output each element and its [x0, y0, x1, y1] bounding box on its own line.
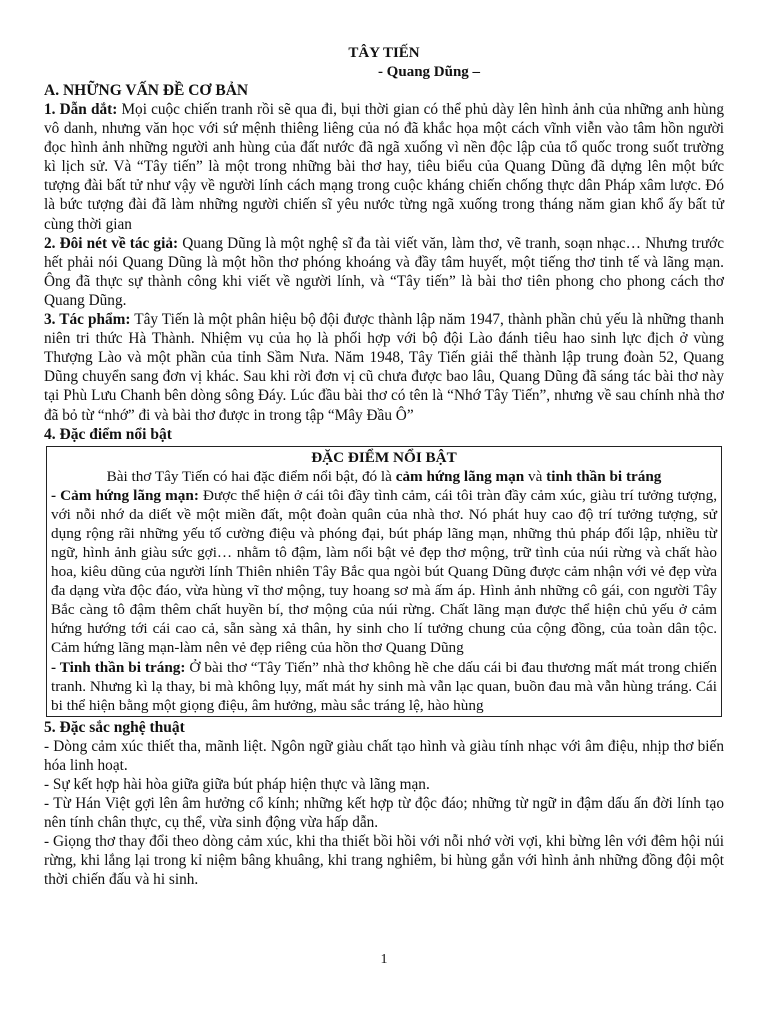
- box-paragraph-tragic-text: Ở bài thơ “Tây Tiến” nhà thơ không hề che dấu cái bi đau thương mất mát trong chiến tranh. Nhưng kì lạ thay, bi mà không lụy, mất mát hy sinh mà vẫn lạc quan, buồn đau mà vẫn hùng tráng. Cái bi thể hiện bằng một giọng điệu, âm hưởng, màu sắc tráng lệ, hào hùng: [51, 658, 718, 714]
- section-2-paragraph: [44, 234, 724, 310]
- box-paragraph-tragic-label: - Tinh thần bi tráng:: [51, 658, 186, 676]
- section-2-text: Quang Dũng là một nghệ sĩ đa tài viết văn, làm thơ, vẽ tranh, soạn nhạc… Nhưng trước hết phải nói Quang Dũng là một hồn thơ phóng khoáng và đầy tâm huyết, một tiếng thơ tinh tế và lãng mạn. Ông đã thực sự thành công khi viết về người lính, và “Tây tiến” là bài thơ tiên phong cho phong cách thơ Quang Dũng.: [44, 234, 724, 309]
- box-intro-bold-1: cảm hứng lãng mạn: [395, 467, 525, 485]
- section-5-item: - Dòng cảm xúc thiết tha, mãnh liệt. Ngôn ngữ giàu chất tạo hình và giàu tính nhạc với âm điệu, nhịp thơ biến hóa linh hoạt.: [44, 737, 724, 774]
- box-paragraph-romantic-text: Được thể hiện ở cái tôi đầy tình cảm, cái tôi tràn đầy cảm xúc, giàu trí tưởng tượng, với nỗi nhớ da diết về một miền đất, một đoàn quân của nhà thơ. Nó phát huy cao độ trí tưởng tượng, sử dụng rộng rãi những yếu tố cường điệu và phóng đại, bút pháp lãng mạn, những thủ pháp đối lập, nhiều từ ngữ, hình ảnh giàu sức gợi… nhằm tô đậm, làm nổi bật vẻ đẹp thơ mộng, trữ tình của núi rừng và chất hào hoa, kiêu dũng của người lính Thiên nhiên Tây Bắc qua ngòi bút Quang Dũng được cảm nhận với vẻ đẹp vừa đa dạng vừa độc đáo, vừa hùng vĩ thơ mộng, tuy hoang sơ mà ấm áp. Hình ảnh những cô gái, con người Tây Bắc càng tô đậm thêm chất huyền bí, thơ mộng của núi rừng. Chất lãng mạn được thể hiện chủ yếu ở cảm hứng hướng tới cái cao cả, sẵn sàng xả thân, hy sinh cho lí tưởng chung của cộng đồng, của toàn dân tộc. Cảm hứng lãng mạn-làm nên vẻ đẹp riêng của hồn thơ Quang Dũng: [51, 486, 717, 657]
- page-number: 1: [380, 952, 388, 967]
- box-paragraph-romantic: [51, 486, 717, 658]
- section-3-paragraph: [44, 310, 724, 425]
- box-intro-pre: Bài thơ Tây Tiến có hai đặc điểm nổi bật, đó là: [106, 467, 396, 485]
- section-1-text: Mọi cuộc chiến tranh rồi sẽ qua đi, bụi thời gian có thể phủ dày lên hình ảnh của những anh hùng vô danh, nhưng văn học với sứ mệnh thiêng liêng của nó đã khắc họa một cách vĩnh viễn vào tâm hồn người đọc hình ảnh những người anh hùng của đất nước đã ngã xuống vì nền độc lập của tổ quốc trong suốt trường kì lịch sử. Và “Tây tiến” là một trong những bài thơ hay, tiêu biểu của Quang Dũng đã dựng lên một bức tượng đài bất tử như vậy về người lính cách mạng trong cuộc kháng chiến chống thực dân Pháp xâm lược. Đó là bức tượng đài đã làm những người chiến sĩ yêu nước từng ngã xuống trong tháng năm gian khổ ấy bất tử cùng thời gian: [44, 101, 724, 233]
- author-line: - Quang Dũng –: [377, 64, 481, 80]
- document-page: [44, 44, 724, 890]
- section-2-label: 2. Đôi nét về tác giả:: [44, 234, 179, 252]
- section-3-text: Tây Tiến là một phân hiệu bộ đội được thành lập năm 1947, thành phần chủ yếu là những thanh niên tri thức Hà Thành. Nhiệm vụ của họ là phối hợp với bộ đội Lào đánh tiêu hao sinh lực địch ở vùng Thượng Lào và một phần của tỉnh Sầm Nưa. Năm 1948, Tây Tiến giải thể thành lập trung đoàn 52, Quang Dũng chuyển sang đơn vị khác. Sau khi rời đơn vị cũ chưa được bao lâu, Quang Dũng đã sáng tác bài thơ này tại Phù Lưu Chanh bên dòng sông Đáy. Lúc đầu bài thơ có tên là “Nhớ Tây Tiến”, nhưng về sau chính nhà thơ đã bỏ từ “nhớ” đi và bài thơ được in trong tập “Mây Đầu Ô”: [44, 311, 724, 424]
- section-3-label: 3. Tác phẩm:: [44, 311, 131, 329]
- box-title: ĐẶC ĐIỂM NỔI BẬT: [311, 448, 457, 466]
- section-5-item: - Giọng thơ thay đổi theo dòng cảm xúc, khi tha thiết bồi hồi với nỗi nhớ vời vợi, khi bừng lên với đêm hội núi rừng, khi lắng lại trong kỉ niệm bâng khuâng, khi trang nghiêm, bi hùng gắn với hình ảnh những đồng đội một thời chiến đấu và hi sinh.: [44, 833, 724, 889]
- box-paragraph-romantic-label: - Cảm hứng lãng mạn:: [51, 486, 199, 504]
- box-intro-bold-2: tinh thần bi tráng: [546, 467, 662, 485]
- box-paragraph-tragic: [51, 658, 717, 715]
- box-intro-mid: và: [524, 467, 547, 485]
- section-5-item: - Từ Hán Việt gợi lên âm hưởng cổ kính; những kết hợp từ độc đáo; những từ ngữ in đậm dấu ấn đời lính tạo nên tính chân thực, cụ thể, vừa sinh động vừa hấp dẫn.: [44, 795, 724, 832]
- highlight-box: [46, 446, 722, 717]
- page-title: TÂY TIẾN: [348, 45, 420, 61]
- section-5-heading: 5. Đặc sắc nghệ thuật: [44, 718, 185, 736]
- section-1-paragraph: [44, 100, 724, 234]
- section-a-heading: A. NHỮNG VẤN ĐỀ CƠ BẢN: [44, 82, 249, 99]
- section-5-item: - Sự kết hợp hài hòa giữa giữa bút pháp hiện thực và lãng mạn.: [44, 776, 430, 793]
- box-intro: [51, 467, 717, 486]
- section-4-heading: 4. Đặc điểm nổi bật: [44, 425, 172, 443]
- section-1-label: 1. Dẫn dắt:: [44, 101, 118, 118]
